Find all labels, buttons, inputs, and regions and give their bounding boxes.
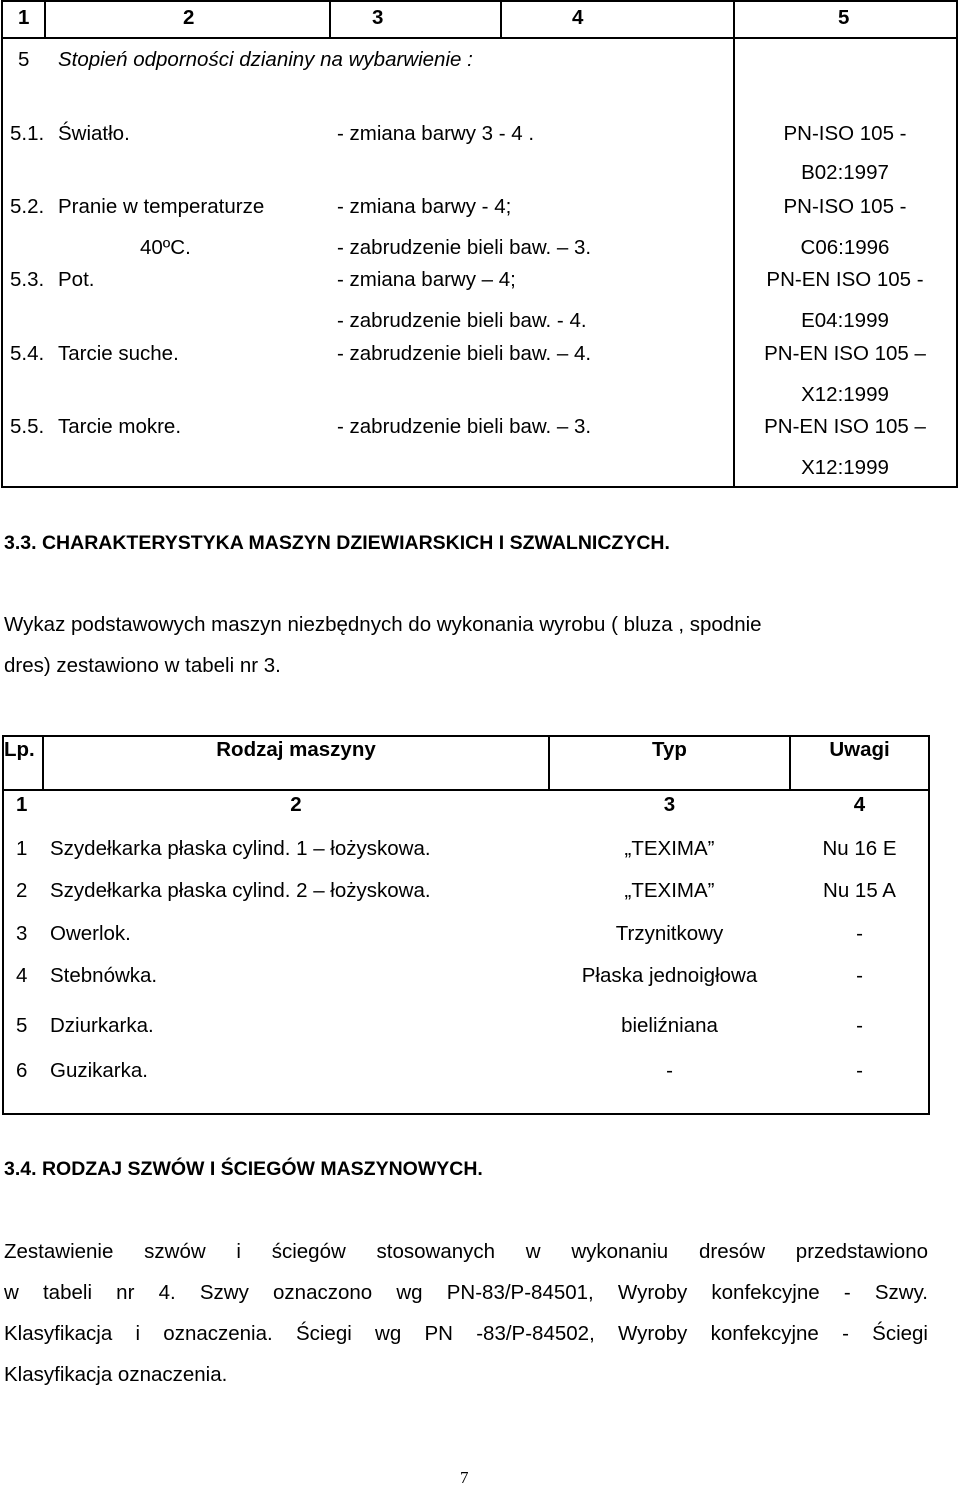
col-header-notes: Uwagi: [829, 738, 890, 761]
paragraph-line: Klasyfikacja oznaczenia.: [4, 1363, 228, 1386]
row-norm: PN-ISO 105 -: [783, 195, 907, 218]
row-machine: Owerlok.: [50, 922, 131, 945]
section-heading-3-4: 3.4. RODZAJ SZWÓW I ŚCIEGÓW MASZYNOWYCH.: [4, 1158, 483, 1180]
row-type: „TEXIMA”: [624, 837, 715, 860]
row-lp: 2: [16, 879, 28, 902]
row-effect: - zmiana barwy 3 - 4 .: [337, 122, 535, 145]
paragraph-line: Wykaz podstawowych maszyn niezbędnych do wykonania wyrobu ( bluza , spodnie: [4, 613, 762, 636]
section-heading-3-3: 3.3. CHARAKTERYSTYKA MASZYN DZIEWIARSKICH I SZWALNICZYCH.: [4, 532, 670, 554]
row-lp: 5: [16, 1014, 28, 1037]
table1-header-1: 1: [18, 6, 30, 29]
row-number: 5.5.: [10, 415, 45, 438]
row-name: Światło.: [58, 122, 130, 145]
row-norm-date: C06:1996: [800, 236, 890, 259]
table1-header-4: 4: [572, 6, 584, 29]
paragraph-line: Klasyfikacja i oznaczenia. Ściegi wg PN -83/P-84502, Wyroby konfekcyjne - Ściegi: [4, 1322, 928, 1345]
row-type: -: [666, 1059, 673, 1082]
row-effect: - zabrudzenie bieli baw. - 4.: [337, 309, 587, 332]
table1-header-5: 5: [838, 6, 850, 29]
row-norm-date: E04:1999: [801, 309, 889, 332]
row-norm: PN-EN ISO 105 –: [764, 342, 926, 365]
paragraph-line: Zestawienie szwów i ściegów stosowanych w wykonaniu dresów przedstawiono: [4, 1240, 928, 1263]
row-name: Pot.: [58, 268, 95, 291]
row-norm-date: X12:1999: [801, 456, 889, 479]
row-effect: - zabrudzenie bieli baw. – 3.: [337, 415, 592, 438]
paragraph-line: dres) zestawiono w tabeli nr 3.: [4, 654, 281, 677]
row-notes: -: [856, 1059, 863, 1082]
row-effect: - zmiana barwy – 4;: [337, 268, 516, 291]
row-notes: Nu 15 A: [823, 879, 896, 902]
row-norm: PN-EN ISO 105 -: [766, 268, 924, 291]
row-type: „TEXIMA”: [624, 879, 715, 902]
table1-header-3: 3: [372, 6, 384, 29]
row-name-cont: 40ºC.: [140, 236, 191, 259]
row-name: Tarcie mokre.: [58, 415, 182, 438]
row-name: Pranie w temperaturze: [58, 195, 265, 218]
section-title: Stopień odporności dzianiny na wybarwienie :: [58, 48, 473, 71]
col-header-lp: Lp.: [4, 738, 35, 761]
row-notes: Nu 16 E: [822, 837, 897, 860]
row-number: 5.1.: [10, 122, 45, 145]
row-norm-date: X12:1999: [801, 383, 889, 406]
row-lp: 4: [16, 964, 28, 987]
row-name: Tarcie suche.: [58, 342, 179, 365]
col-num: 4: [853, 793, 866, 816]
row-type: Trzynitkowy: [615, 922, 724, 945]
row-machine: Szydełkarka płaska cylind. 1 – łożyskowa.: [50, 837, 431, 860]
row-notes: -: [856, 1014, 863, 1037]
col-header-machine: Rodzaj maszyny: [216, 738, 376, 761]
row-norm-date: B02:1997: [801, 161, 889, 184]
page-number: 7: [460, 1468, 469, 1487]
row-effect: - zmiana barwy - 4;: [337, 195, 512, 218]
row-lp: 6: [16, 1059, 28, 1082]
row-machine: Szydełkarka płaska cylind. 2 – łożyskowa.: [50, 879, 431, 902]
row-notes: -: [856, 964, 863, 987]
col-num: 3: [663, 793, 676, 816]
row-number: 5.2.: [10, 195, 45, 218]
row-norm: PN-ISO 105 -: [783, 122, 907, 145]
section-number: 5: [18, 48, 30, 71]
row-effect: - zabrudzenie bieli baw. – 4.: [337, 342, 592, 365]
row-norm: PN-EN ISO 105 –: [764, 415, 926, 438]
row-machine: Stebnówka.: [50, 964, 158, 987]
row-lp: 1: [16, 837, 28, 860]
row-lp: 3: [16, 922, 28, 945]
row-type: bieliźniana: [621, 1014, 718, 1037]
row-number: 5.4.: [10, 342, 45, 365]
row-machine: Guzikarka.: [50, 1059, 148, 1082]
row-type: Płaska jednoigłowa: [581, 964, 758, 987]
row-number: 5.3.: [10, 268, 45, 291]
table1-header-2: 2: [183, 6, 195, 29]
row-machine: Dziurkarka.: [50, 1014, 154, 1037]
col-header-type: Typ: [652, 738, 687, 761]
paragraph-line: w tabeli nr 4. Szwy oznaczono wg PN-83/P-84501, Wyroby konfekcyjne - Szwy.: [4, 1281, 928, 1304]
col-num: 1: [16, 793, 28, 816]
row-effect: - zabrudzenie bieli baw. – 3.: [337, 236, 592, 259]
row-notes: -: [856, 922, 863, 945]
col-num: 2: [290, 793, 302, 816]
